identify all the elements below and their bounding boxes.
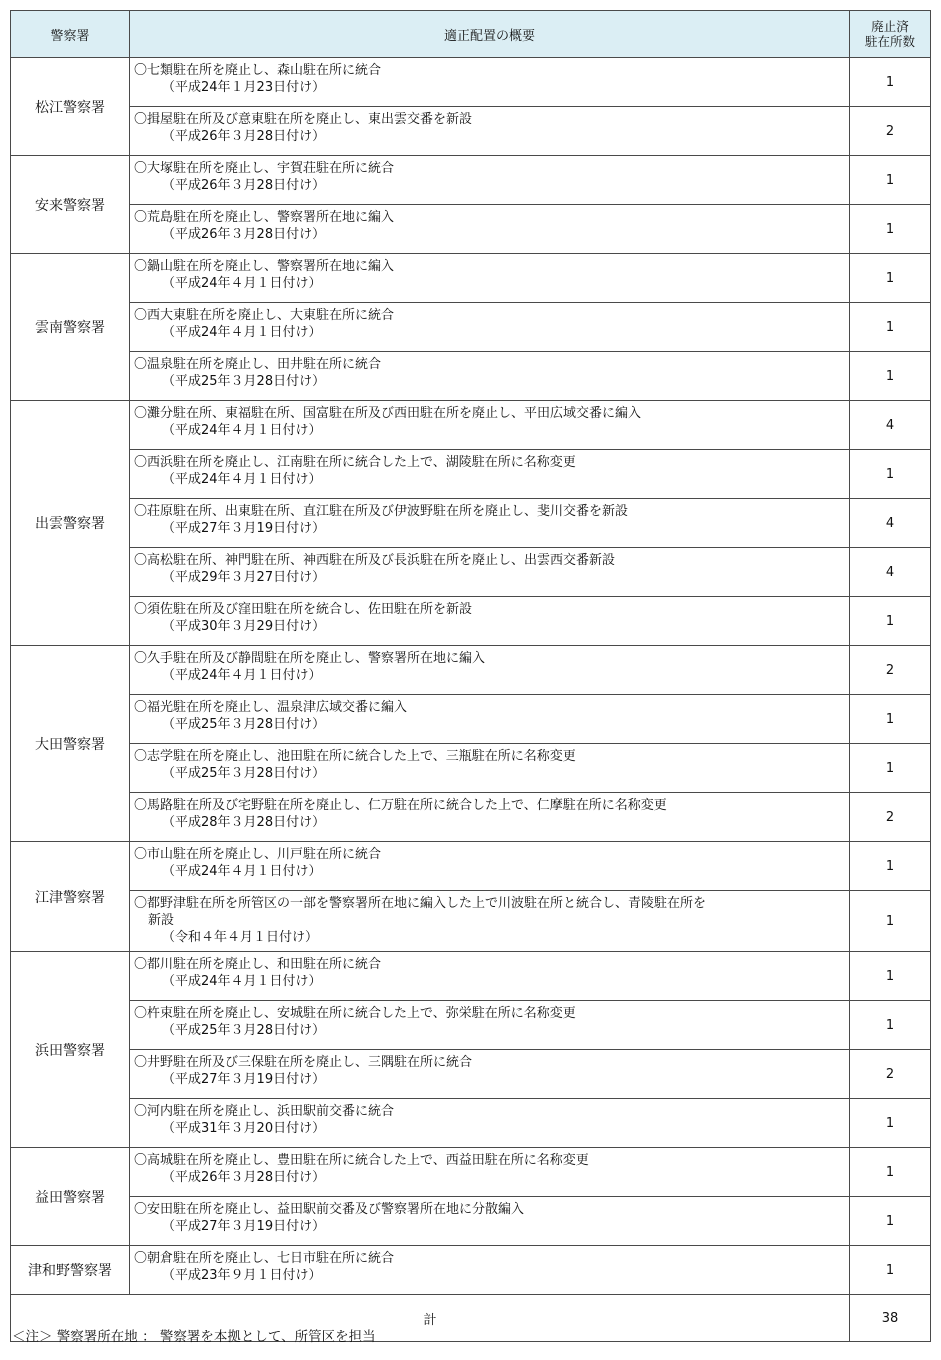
header-count (850, 11, 931, 58)
table-row (11, 793, 931, 842)
effective-date: （平成28年３月28日付け） (162, 815, 326, 830)
abolished-count: 4 (850, 499, 931, 548)
reorganization-summary (130, 499, 850, 548)
station-name: 安来警察署 (11, 156, 130, 254)
effective-date: （平成24年４月１日付け） (162, 974, 322, 989)
reorganization-summary (130, 450, 850, 499)
abolished-count: 1 (850, 1148, 931, 1197)
summary-text: 〇荘原駐在所、出東駐在所、直江駐在所及び伊波野駐在所を廃止し、斐川交番を新設 (134, 504, 629, 519)
table-row (11, 352, 931, 401)
reorganization-summary (130, 352, 850, 401)
table-row (11, 58, 931, 107)
abolished-count: 1 (850, 1246, 931, 1295)
abolished-count: 2 (850, 646, 931, 695)
abolished-count: 1 (850, 891, 931, 952)
reorganization-summary (130, 254, 850, 303)
reorganization-summary (130, 401, 850, 450)
effective-date: （平成26年３月28日付け） (162, 1170, 326, 1185)
effective-date: （平成27年３月19日付け） (162, 1072, 326, 1087)
police-reorganization-table (10, 10, 931, 1342)
table-header-row (11, 11, 931, 58)
effective-date: （平成30年３月29日付け） (162, 619, 326, 634)
abolished-count: 1 (850, 1197, 931, 1246)
abolished-count: 1 (850, 205, 931, 254)
reorganization-summary (130, 646, 850, 695)
summary-text: 〇久手駐在所及び静間駐在所を廃止し、警察署所在地に編入 (134, 651, 486, 666)
summary-text: 〇高松駐在所、神門駐在所、神西駐在所及び長浜駐在所を廃止し、出雲西交番新設 (134, 553, 616, 568)
table-body (11, 58, 931, 1295)
table-row (11, 891, 931, 952)
summary-text: 〇七類駐在所を廃止し、森山駐在所に統合 (134, 63, 382, 78)
station-name: 出雲警察署 (11, 401, 130, 646)
effective-date: （平成24年４月１日付け） (162, 864, 322, 879)
summary-text: 〇鍋山駐在所を廃止し、警察署所在地に編入 (134, 259, 395, 274)
reorganization-summary (130, 1246, 850, 1295)
table-row (11, 499, 931, 548)
reorganization-summary (130, 1148, 850, 1197)
header-summary: 適正配置の概要 (130, 11, 850, 58)
table-row (11, 205, 931, 254)
reorganization-summary (130, 548, 850, 597)
table-row (11, 695, 931, 744)
abolished-count: 1 (850, 450, 931, 499)
reorganization-summary (130, 744, 850, 793)
reorganization-summary (130, 952, 850, 1001)
effective-date: （令和４年４月１日付け） (162, 930, 319, 945)
station-name: 雲南警察署 (11, 254, 130, 401)
total-label: 計 (11, 1295, 850, 1342)
summary-text: 〇馬路駐在所及び宅野駐在所を廃止し、仁万駐在所に統合した上で、仁摩駐在所に名称変更 (134, 798, 667, 813)
table-row (11, 597, 931, 646)
abolished-count: 2 (850, 1050, 931, 1099)
reorganization-summary (130, 842, 850, 891)
reorganization-summary (130, 205, 850, 254)
effective-date: （平成25年３月28日付け） (162, 717, 326, 732)
effective-date: （平成24年４月１日付け） (162, 668, 322, 683)
table-row (11, 548, 931, 597)
header-station: 警察署 (11, 11, 130, 58)
effective-date: （平成31年３月20日付け） (162, 1121, 326, 1136)
station-name: 浜田警察署 (11, 952, 130, 1148)
summary-text: 〇市山駐在所を廃止し、川戸駐在所に統合 (134, 847, 382, 862)
summary-text: 〇揖屋駐在所及び意東駐在所を廃止し、東出雲交番を新設 (134, 112, 473, 127)
effective-date: （平成26年３月28日付け） (162, 227, 326, 242)
summary-text: 〇朝倉駐在所を廃止し、七日市駐在所に統合 (134, 1251, 395, 1266)
summary-text: 〇荒島駐在所を廃止し、警察署所在地に編入 (134, 210, 395, 225)
effective-date: （平成24年４月１日付け） (162, 325, 322, 340)
summary-text: 〇高城駐在所を廃止し、豊田駐在所に統合した上で、西益田駐在所に名称変更 (134, 1153, 589, 1168)
abolished-count: 1 (850, 1001, 931, 1050)
summary-text: 〇温泉駐在所を廃止し、田井駐在所に統合 (134, 357, 382, 372)
reorganization-summary (130, 1099, 850, 1148)
reorganization-summary (130, 1001, 850, 1050)
station-name: 江津警察署 (11, 842, 130, 952)
effective-date: （平成23年９月１日付け） (162, 1268, 322, 1283)
abolished-count: 1 (850, 1099, 931, 1148)
summary-text: 〇都川駐在所を廃止し、和田駐在所に統合 (134, 957, 382, 972)
table-row (11, 156, 931, 205)
reorganization-summary (130, 303, 850, 352)
summary-text: 〇西浜駐在所を廃止し、江南駐在所に統合した上で、湖陵駐在所に名称変更 (134, 455, 576, 470)
total-value: 38 (850, 1295, 931, 1342)
effective-date: （平成26年３月28日付け） (162, 129, 326, 144)
reorganization-summary (130, 891, 850, 952)
table-row (11, 450, 931, 499)
station-name: 益田警察署 (11, 1148, 130, 1246)
effective-date: （平成24年４月１日付け） (162, 472, 322, 487)
abolished-count: 1 (850, 842, 931, 891)
table-row (11, 1099, 931, 1148)
reorganization-summary (130, 156, 850, 205)
table-row (11, 646, 931, 695)
summary-text: 〇安田駐在所を廃止し、益田駅前交番及び警察署所在地に分散編入 (134, 1202, 525, 1217)
effective-date: （平成27年３月19日付け） (162, 1219, 326, 1234)
abolished-count: 1 (850, 352, 931, 401)
effective-date: （平成24年１月23日付け） (162, 80, 326, 95)
table-row (11, 1197, 931, 1246)
abolished-count: 2 (850, 107, 931, 156)
reorganization-summary (130, 695, 850, 744)
footnote: ＜注＞ 警察署所在地 ： 警察署を本拠として、所管区を担当 (12, 1329, 376, 1345)
abolished-count: 1 (850, 597, 931, 646)
summary-text-continued: 新設 (148, 913, 175, 928)
table-row (11, 744, 931, 793)
table-row (11, 1148, 931, 1197)
effective-date: （平成27年３月19日付け） (162, 521, 326, 536)
summary-text: 〇井野駐在所及び三保駐在所を廃止し、三隅駐在所に統合 (134, 1055, 473, 1070)
abolished-count: 4 (850, 548, 931, 597)
abolished-count: 2 (850, 793, 931, 842)
abolished-count: 1 (850, 952, 931, 1001)
summary-text: 〇志学駐在所を廃止し、池田駐在所に統合した上で、三瓶駐在所に名称変更 (134, 749, 576, 764)
effective-date: （平成26年３月28日付け） (162, 178, 326, 193)
reorganization-summary (130, 597, 850, 646)
summary-text: 〇灘分駐在所、東福駐在所、国富駐在所及び西田駐在所を廃止し、平田広域交番に編入 (134, 406, 642, 421)
effective-date: （平成29年３月27日付け） (162, 570, 326, 585)
summary-text: 〇西大東駐在所を廃止し、大東駐在所に統合 (134, 308, 395, 323)
summary-text: 〇須佐駐在所及び窪田駐在所を統合し、佐田駐在所を新設 (134, 602, 473, 617)
header-count-line2: 駐在所数 (864, 34, 915, 49)
abolished-count: 1 (850, 58, 931, 107)
summary-text: 〇河内駐在所を廃止し、浜田駅前交番に統合 (134, 1104, 395, 1119)
reorganization-summary (130, 793, 850, 842)
table-row (11, 1246, 931, 1295)
table-row (11, 1001, 931, 1050)
reorganization-summary (130, 1197, 850, 1246)
table-row (11, 303, 931, 352)
effective-date: （平成24年４月１日付け） (162, 276, 322, 291)
abolished-count: 4 (850, 401, 931, 450)
abolished-count: 1 (850, 254, 931, 303)
table-row (11, 842, 931, 891)
reorganization-summary (130, 1050, 850, 1099)
table-row (11, 254, 931, 303)
abolished-count: 1 (850, 695, 931, 744)
station-name: 津和野警察署 (11, 1246, 130, 1295)
summary-text: 〇都野津駐在所を所管区の一部を警察署所在地に編入した上で川波駐在所と統合し、青陵駐在所を (134, 896, 707, 911)
station-name: 大田警察署 (11, 646, 130, 842)
reorganization-summary (130, 107, 850, 156)
header-count-line1: 廃止済 (871, 19, 909, 34)
effective-date: （平成25年３月28日付け） (162, 1023, 326, 1038)
abolished-count: 1 (850, 744, 931, 793)
effective-date: （平成25年３月28日付け） (162, 374, 326, 389)
table-row (11, 107, 931, 156)
summary-text: 〇福光駐在所を廃止し、温泉津広域交番に編入 (134, 700, 408, 715)
reorganization-summary (130, 58, 850, 107)
summary-text: 〇杵束駐在所を廃止し、安城駐在所に統合した上で、弥栄駐在所に名称変更 (134, 1006, 576, 1021)
abolished-count: 1 (850, 156, 931, 205)
table-row (11, 952, 931, 1001)
station-name: 松江警察署 (11, 58, 130, 156)
table-row (11, 401, 931, 450)
abolished-count: 1 (850, 303, 931, 352)
summary-text: 〇大塚駐在所を廃止し、宇賀荘駐在所に統合 (134, 161, 395, 176)
effective-date: （平成25年３月28日付け） (162, 766, 326, 781)
effective-date: （平成24年４月１日付け） (162, 423, 322, 438)
table-row (11, 1050, 931, 1099)
